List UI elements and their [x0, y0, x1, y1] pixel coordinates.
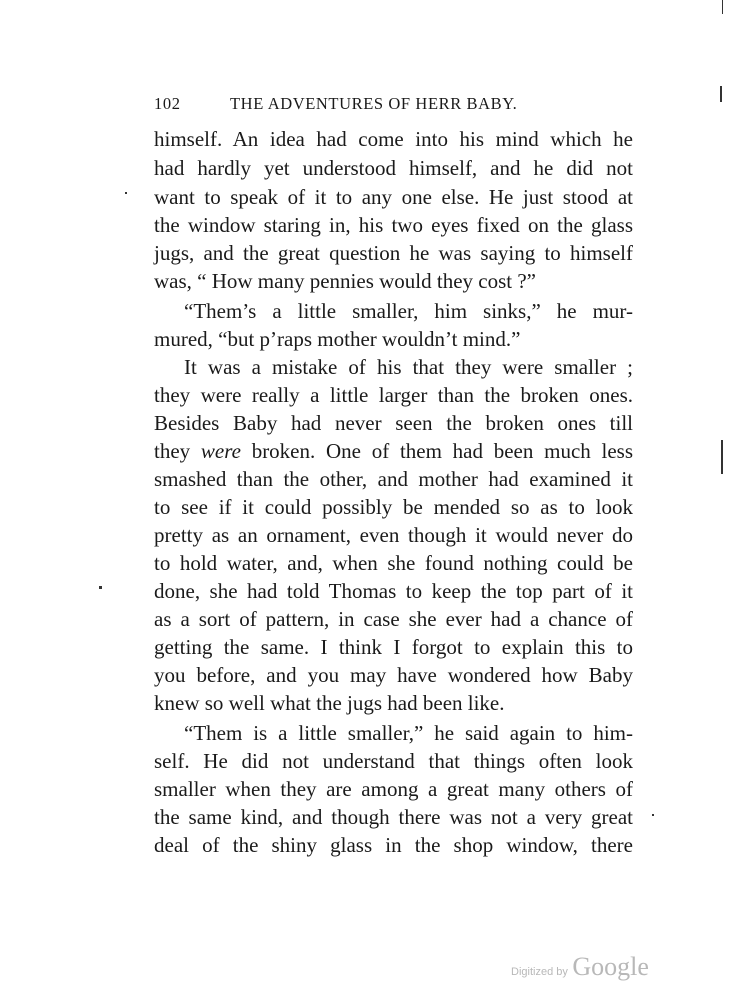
text-line: mured, “but p’raps mother wouldn’t mind.”	[154, 327, 521, 351]
text-line: himself. An idea had come into his mind which he	[154, 127, 633, 151]
text-line: smaller when they are among a great many others of	[154, 777, 633, 801]
text-line: “Them’s a little smaller, him sinks,” he mur-	[184, 299, 633, 323]
text-line: they were broken. One of them had been much less	[154, 439, 634, 463]
running-title: THE ADVENTURES OF HERR BABY.	[230, 94, 518, 113]
scan-mark	[721, 440, 723, 474]
scan-speck	[652, 814, 654, 816]
italic-word: were	[200, 439, 241, 463]
text-line: smashed than the other, and mother had examined it	[154, 467, 633, 491]
text-line: knew so well what the jugs had been like.	[154, 691, 505, 715]
text-line: the window staring in, his two eyes fixed on the glass	[154, 213, 633, 237]
scan-speck	[125, 192, 127, 194]
scan-mark	[720, 86, 722, 102]
google-logo: Google	[572, 952, 649, 981]
page-number: 102	[154, 94, 181, 113]
text-line: It was a mistake of his that they were smaller ;	[184, 355, 633, 379]
text-line: jugs, and the great question he was saying to himself	[154, 241, 633, 265]
text-line: was, “ How many pennies would they cost ?”	[154, 269, 536, 293]
scan-speck	[99, 586, 102, 589]
text-line: deal of the shiny glass in the shop window, there	[154, 833, 633, 857]
text-line: done, she had told Thomas to keep the top part of it	[154, 579, 633, 603]
text-line: the same kind, and though there was not a very great	[154, 805, 633, 829]
text-line: you before, and you may have wondered how Baby	[154, 663, 633, 687]
digitized-by-google-watermark	[511, 952, 649, 982]
text-line: had hardly yet understood himself, and he did not	[154, 156, 633, 180]
text-line: pretty as an ornament, even though it would never do	[154, 523, 633, 547]
running-header	[154, 94, 554, 114]
text-line: to hold water, and, when she found nothing could be	[154, 551, 633, 575]
text-line: getting the same. I think I forgot to explain this to	[154, 635, 633, 659]
text-line: self. He did not understand that things often look	[154, 749, 633, 773]
text-line: Besides Baby had never seen the broken ones till	[154, 411, 633, 435]
scan-mark	[722, 0, 723, 14]
text-line: to see if it could possibly be mended so as to look	[154, 495, 633, 519]
text-line: want to speak of it to any one else. He just stood at	[154, 185, 633, 209]
text-line: “Them is a little smaller,” he said again to him-	[184, 721, 633, 745]
text-line: they were really a little larger than the broken ones.	[154, 383, 633, 407]
watermark-prefix: Digitized by	[511, 966, 568, 978]
text-line: as a sort of pattern, in case she ever had a chance of	[154, 607, 633, 631]
